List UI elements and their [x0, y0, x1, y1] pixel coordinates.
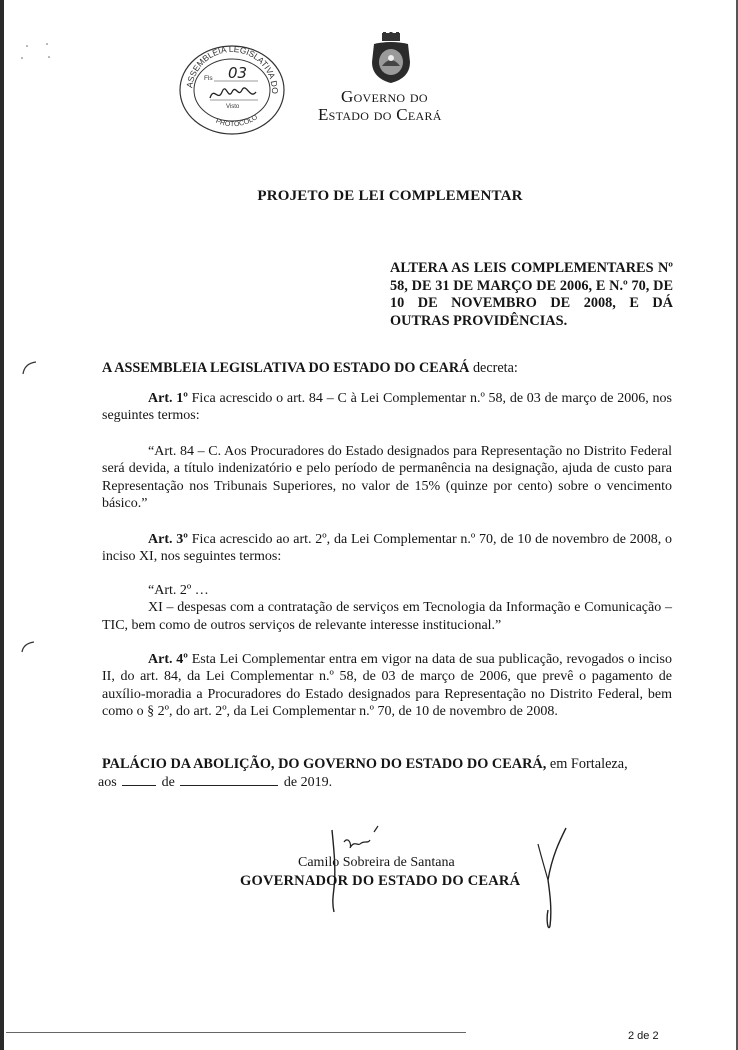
- article-1-quote: [102, 443, 672, 512]
- government-name-line2: Estado do Ceará: [318, 105, 442, 124]
- article-3-quote: [102, 582, 672, 634]
- enacting-clause: [102, 360, 672, 377]
- closing-clause-rest: em Fortaleza,: [546, 756, 628, 772]
- scan-edge-left: [0, 0, 4, 1050]
- closing-clause-bold: PALÁCIO DA ABOLIÇÃO, DO GOVERNO DO ESTADO DO CEARÁ,: [102, 756, 547, 772]
- article-4: [102, 651, 672, 720]
- article-1-text: Fica acrescido o art. 84 – C à Lei Complementar n.º 58, de 03 de março de 2006, nos seguintes termos:: [102, 391, 672, 424]
- document-title: PROJETO DE LEI COMPLEMENTAR: [257, 188, 523, 204]
- article-4-label: Art. 4º: [148, 652, 188, 667]
- article-3-quote-line1: “Art. 2º …: [148, 583, 209, 598]
- signatory-name: Camilo Sobreira de Santana: [298, 855, 455, 870]
- article-3-label: Art. 3º: [148, 532, 188, 547]
- stamp-bottom-text: PROTOCOLO: [214, 113, 260, 129]
- enacting-clause-rest: decreta:: [469, 360, 518, 376]
- article-1-label: Art. 1º: [148, 391, 188, 406]
- government-name-line1: Governo do: [341, 87, 428, 106]
- article-4-text: Esta Lei Complementar entra em vigor na data de sua publicação, revogados o inciso II, do art. 84, da Lei Complementar n.º 58, de 03 de março de 2006, que prevê o pagamento de auxílio-moradia a Procuradores do Estado designados para Representação no Distrito Federal, bem como o § 2º, do art. 2º, da Lei Complementar n.º 70, de 10 de novembro de 2008.: [102, 652, 673, 719]
- article-1: [102, 390, 672, 425]
- stamp-ring-text: ASSEMBLEIA LEGISLATIVA DO: [184, 43, 281, 95]
- page-number: 2 de 2: [628, 1030, 659, 1042]
- article-1-quote-text: “Art. 84 – C. Aos Procuradores do Estado designados para Representação no Distrito Federal será devida, a título indenizatório e pelo período de permanência na designação, ajuda de custo para Representação nos Tribunais Superiores, no valor de 15% (quinze por cento) sobre o vencimento básico.”: [102, 444, 672, 511]
- ementa: ALTERA AS LEIS COMPLEMENTARES Nº 58, DE 31 DE MARÇO DE 2006, E N.º 70, DE 10 DE NOVEMBRO DE 2008, E DÁ OUTRAS PROVIDÊNCIAS.: [390, 260, 673, 329]
- stamp-fls-number: 03: [228, 64, 248, 82]
- closing-clause: [98, 756, 672, 792]
- stamp-fls-label: Fls: [204, 75, 213, 82]
- stamp-visto-label: Visto: [226, 104, 240, 110]
- protocol-stamp: [176, 42, 288, 136]
- date-year: de 2019.: [283, 775, 333, 791]
- date-line: [98, 774, 672, 791]
- stamp-initials: [210, 88, 256, 98]
- enacting-clause-bold: A ASSEMBLEIA LEGISLATIVA DO ESTADO DO CEARÁ: [102, 360, 470, 376]
- article-3-quote-line2: XI – despesas com a contratação de serviços em Tecnologia da Informação e Comunicação – TIC, bem como de outros serviços de relevante interesse institucional.”: [102, 600, 672, 633]
- article-3-text: Fica acrescido ao art. 2º, da Lei Complementar n.º 70, de 10 de novembro de 2008, o inciso XI, nos seguintes termos:: [102, 532, 672, 565]
- ceara-coat-of-arms-icon: [368, 32, 414, 84]
- date-de: de: [161, 775, 175, 791]
- article-3: [102, 531, 672, 566]
- footer-rule: [6, 1032, 466, 1033]
- date-aos: aos: [98, 775, 117, 791]
- signatory-title: GOVERNADOR DO ESTADO DO CEARÁ: [240, 873, 521, 889]
